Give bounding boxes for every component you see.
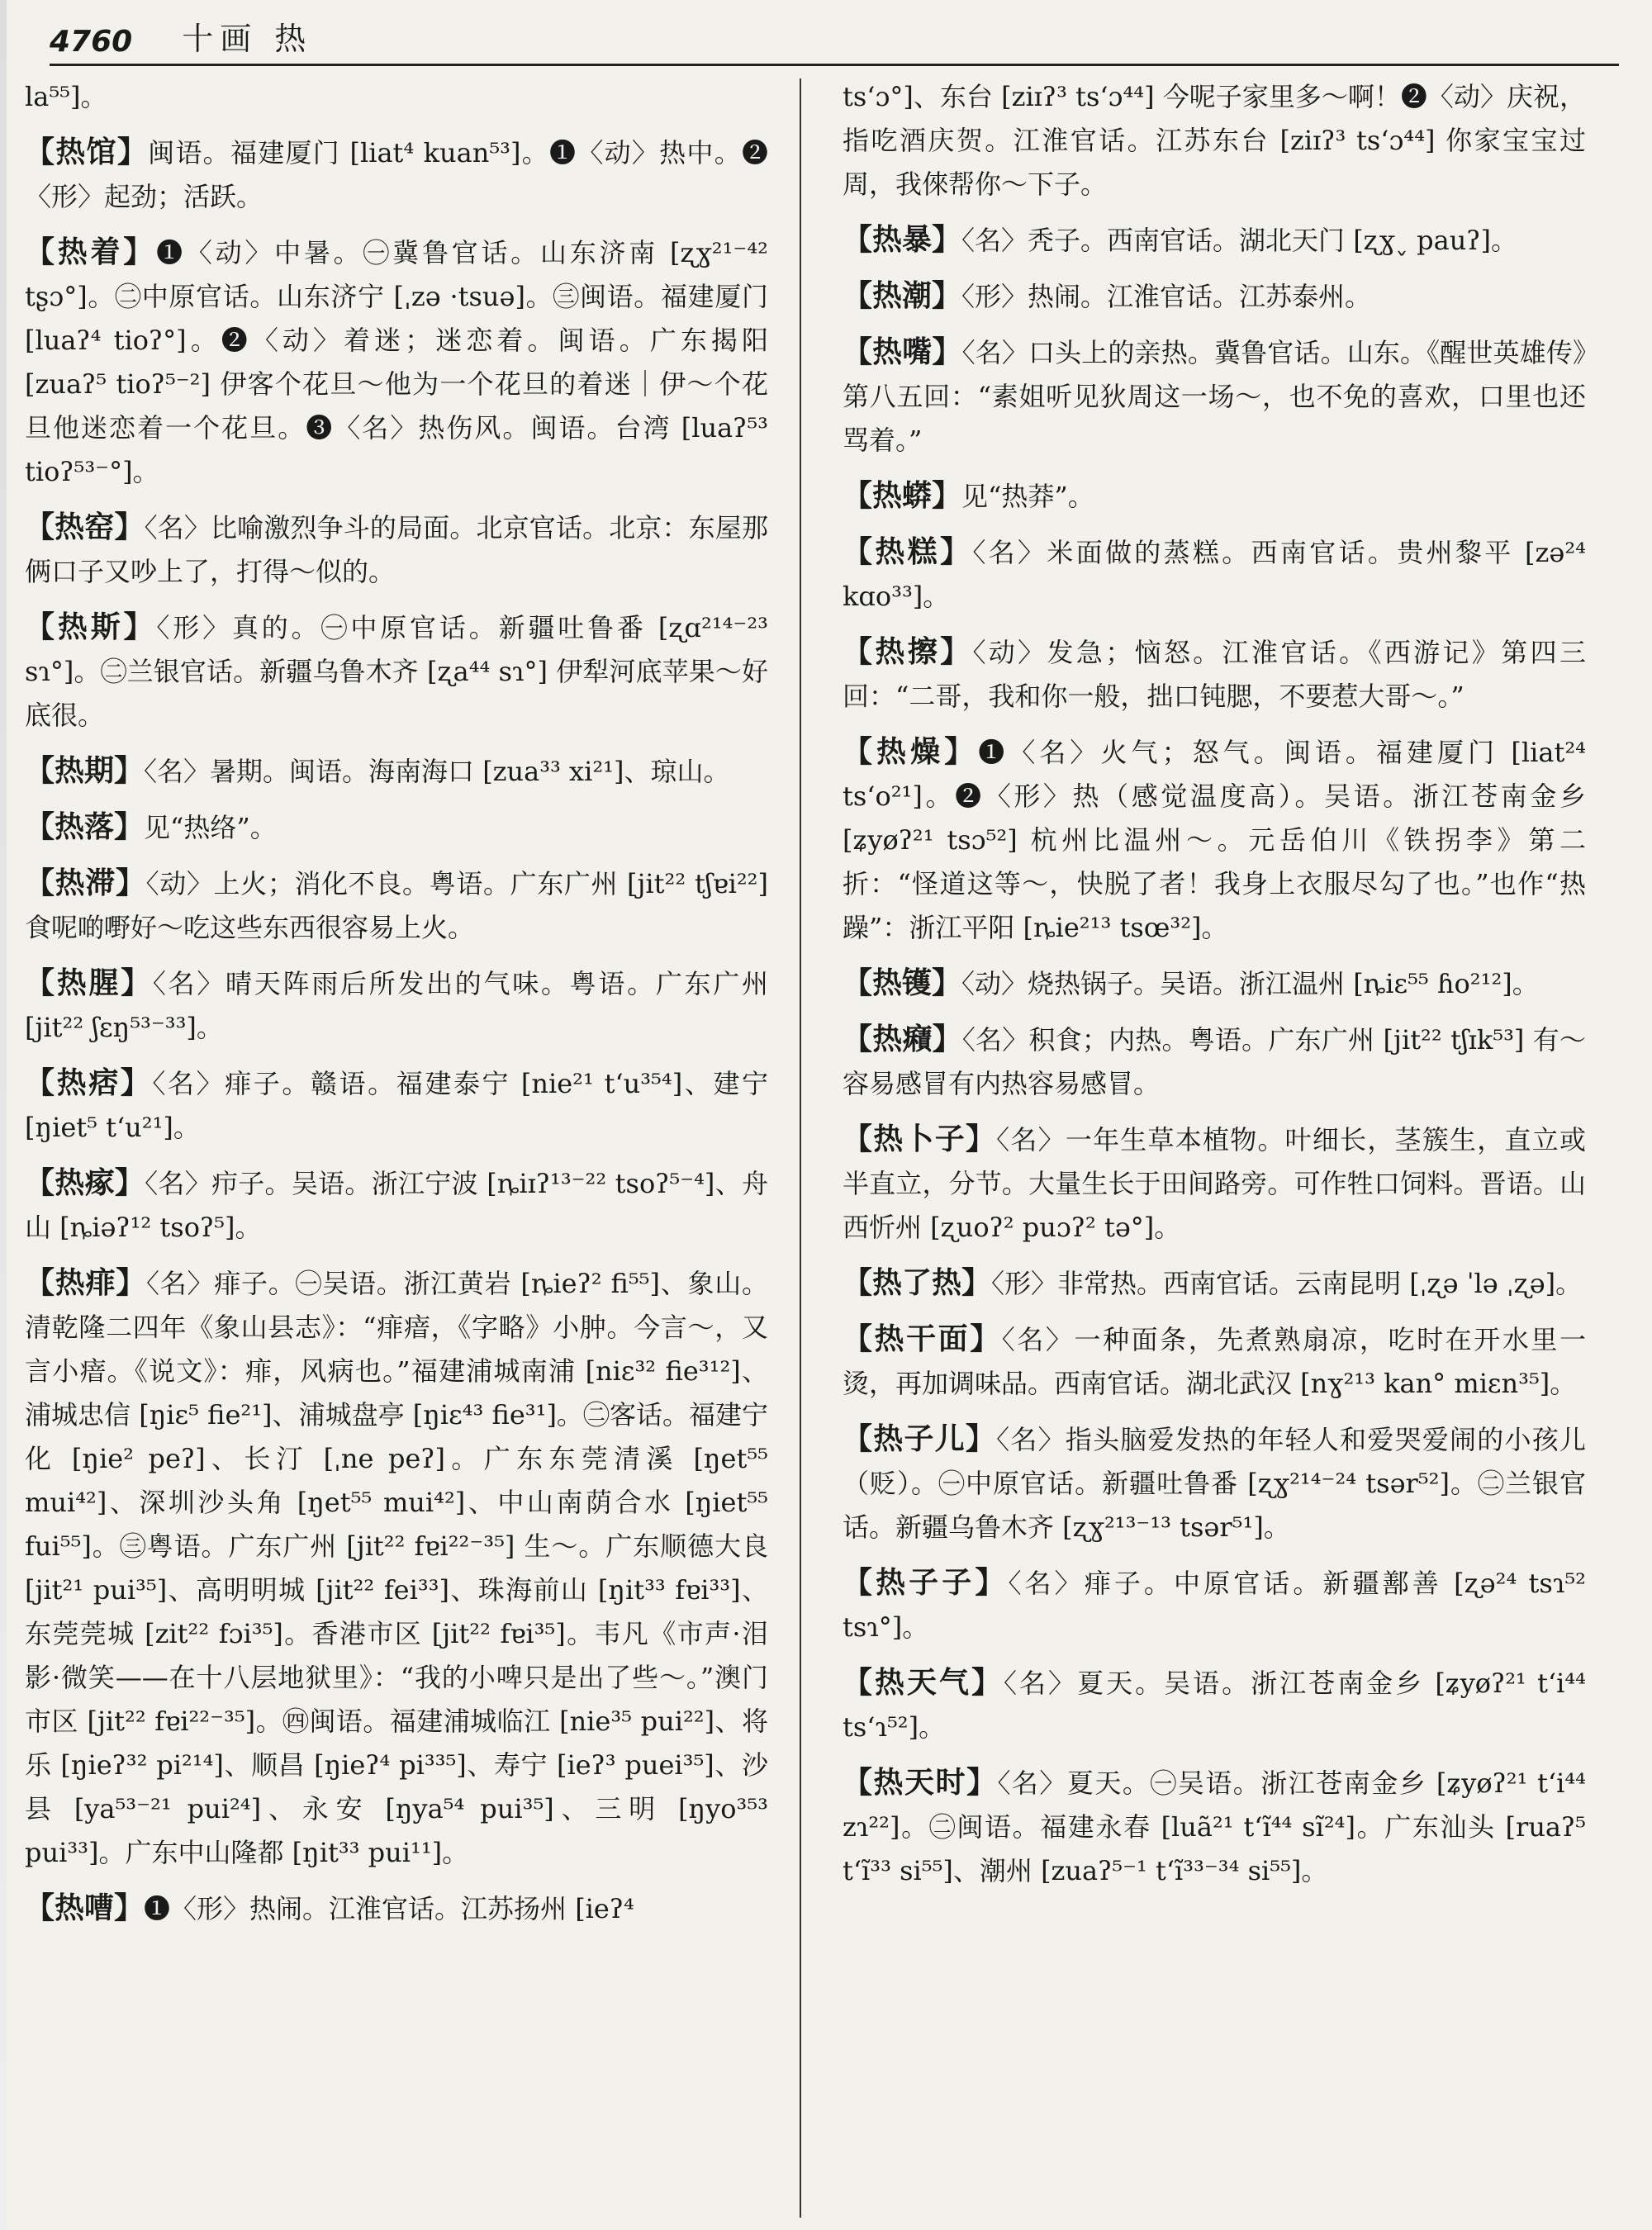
dictionary-entry <box>843 530 1586 619</box>
entry-definition: 〈名〉秃子。西南官话。湖北天门 [ʐɣ˯ pauʔ]。 <box>961 225 1517 256</box>
entry-definition: 〈名〉晴天阵雨后所发出的气味。粤语。广东广州 [jit²² ʃɛŋ⁵³⁻³³]。 <box>25 968 768 1043</box>
entry-headword: 【热馆】 <box>25 135 149 169</box>
dictionary-entry <box>843 1761 1586 1893</box>
entry-headword: 【热暴】 <box>843 222 962 257</box>
dictionary-entry <box>843 330 1586 463</box>
entry-headword: 【热期】 <box>25 753 145 788</box>
entry-headword: 【热瘃】 <box>25 1165 145 1200</box>
dictionary-entry <box>843 474 1586 519</box>
entry-headword: 【热卜子】 <box>843 1122 997 1156</box>
scan-edge <box>0 0 7 2230</box>
dictionary-entry <box>843 1117 1586 1250</box>
dictionary-entry <box>25 605 768 738</box>
entry-headword: 【热滞】 <box>25 866 146 900</box>
entry-definition: 〈名〉积食；内热。粤语。广东广州 [jit²² tʃɪk⁵³] 有～容易感冒有内热容易感冒。 <box>843 1024 1586 1099</box>
entry-definition: 〈名〉一年生草本植物。叶细长，茎簇生，直立或半直立，分节。大量生长于田间路旁。可作牲口饲料。晋语。山西忻州 [ʐuoʔ² puɔʔ² tə°]。 <box>843 1124 1586 1243</box>
entry-headword: 【热天时】 <box>843 1765 998 1800</box>
entry-definition: 〈形〉真的。㊀中原官话。新疆吐鲁番 [ʐɑ²¹⁴⁻²³ sɿ°]。㊁兰银官话。新疆乌鲁木齐 [ʐa⁴⁴ sɿ°] 伊犁河底苹果～好底很。 <box>25 612 768 731</box>
entry-definition: 〈名〉痱子。㊀吴语。浙江黄岩 [ȵieʔ² fi⁵⁵]、象山。清乾隆二四年《象山县志》：“痱瘖，《字略》小肿。今言～，又言小瘖。《说文》：痱，风病也。”福建浦城南浦 [niɛ³² fie³¹²]、浦城忠信 [ŋiɛ⁵ fie²¹]、浦城盘亭 [ŋiɛ⁴³ fie³¹]。㊁客话。福建宁化 [ŋie² peʔ]、长汀 [ˌne peʔ]。广东东莞清溪 [ŋet⁵⁵ mui⁴²]、深圳沙头角 [ŋet⁵⁵ mui⁴²]、中山南荫合水 [ŋiet⁵⁵ fui⁵⁵]。㊂粤语。广东广州 [jit²² fɐi²²⁻³⁵] 生～。广东顺德大良 [jit²¹ pui³⁵]、高明明城 [jit²² fei³³]、珠海前山 [ŋit³³ fɐi³³]、东莞莞城 [zit²² fɔi³⁵]。香港市区 [jit²² fɐi³⁵]。韦凡《市声·泪影·微笑——在十八层地狱里》：“我的小啤只是出了些～。”澳门市区 [jit²² fɐi²²⁻³⁵]。㊃闽语。福建浦城临江 [nie³⁵ pui²²]、将乐 [ŋieʔ³² pi²¹⁴]、顺昌 [ŋieʔ⁴ pi³³⁵]、寿宁 [ieʔ³ puei³⁵]、沙县 [ya⁵³⁻²¹ pui²⁴]、永安 [ŋya⁵⁴ pui³⁵]、三明 [ŋyo³⁵³ pui³³]。广东中山隆都 [ŋit³³ pui¹¹]。 <box>25 1268 768 1868</box>
dictionary-entry <box>843 1417 1586 1549</box>
dictionary-entry <box>843 74 1586 206</box>
entry-headword: 【热着】 <box>25 235 157 269</box>
dictionary-entry <box>843 730 1586 950</box>
entry-headword: 【热镬】 <box>843 966 962 1000</box>
dictionary-entry <box>843 1317 1586 1406</box>
entry-definition: ts‘ɔ°]、东台 [ziɪʔ³ ts‘ɔ⁴⁴] 今呢子家里多～啊！❷〈动〉庆祝，指吃酒庆贺。江淮官话。江苏东台 [ziɪʔ³ ts‘ɔ⁴⁴] 你家宝宝过周，我倈帮你～下子。 <box>843 81 1586 200</box>
entry-definition: 〈名〉米面做的蒸糕。西南官话。贵州黎平 [zə²⁴ kɑo³³]。 <box>843 537 1586 612</box>
page-number: 4760 <box>50 25 133 59</box>
dictionary-entry <box>25 961 768 1050</box>
dictionary-entry <box>25 1061 768 1150</box>
dictionary-entry <box>25 1261 768 1875</box>
entry-definition: 见“热莽”。 <box>961 481 1094 512</box>
entry-definition: 〈名〉痱子。赣语。福建泰宁 [nie²¹ t‘u³⁵⁴]、建宁 [ŋiet⁵ t‘u²¹]。 <box>25 1068 768 1143</box>
entry-headword: 【热天气】 <box>843 1665 1004 1700</box>
column-divider <box>800 78 801 2218</box>
dictionary-entry <box>843 1661 1586 1749</box>
entry-headword: 【热嘴】 <box>843 334 962 369</box>
entry-definition: 闽语。福建厦门 [liat⁴ kuan⁵³]。❶〈动〉热中。❷〈形〉起劲；活跃。 <box>25 137 768 212</box>
entry-headword: 【热子子】 <box>843 1565 1009 1600</box>
entry-headword: 【热斯】 <box>25 610 157 644</box>
page-header <box>50 17 1619 66</box>
page-heading: 十画 热 <box>182 21 313 57</box>
entry-headword: 【热落】 <box>25 809 145 844</box>
right-column <box>843 74 1586 2213</box>
dictionary-entry <box>843 218 1586 263</box>
dictionary-entry <box>25 505 768 594</box>
entry-headword: 【热了热】 <box>843 1265 992 1300</box>
entry-headword: 【热子儿】 <box>843 1421 997 1456</box>
entry-definition: ❶〈动〉中暑。㊀冀鲁官话。山东济南 [ʐɣ²¹⁻⁴² tʂɔ°]。㊁中原官话。山东济宁 [ˌzə ·tsuə]。㊂闽语。福建厦门 [luaʔ⁴ tioʔ°]。❷〈动〉着迷；迷恋着。闽语。广东揭阳 [zuaʔ⁵ tioʔ⁵⁻²] 伊客个花旦～他为一个花旦的着迷｜伊～个花旦他迷恋着一个花旦。❸〈名〉热伤风。闽语。台湾 [luaʔ⁵³ tioʔ⁵³⁻°]。 <box>25 237 768 487</box>
dictionary-entry <box>843 274 1586 319</box>
dictionary-entry <box>25 74 768 119</box>
entry-headword: 【热糕】 <box>843 534 973 569</box>
entry-definition: 〈名〉夏天。㊀吴语。浙江苍南金乡 [ʑyøʔ²¹ t‘i⁴⁴ zɿ²²]。㊁闽语。福建永春 [luã²¹ t‘ĩ⁴⁴ sĩ²⁴]。广东汕头 [ruaʔ⁵ t‘ĩ³³ si⁵⁵]、潮州 [zuaʔ⁵⁻¹ t‘ĩ³³⁻³⁴ si⁵⁵]。 <box>843 1767 1586 1886</box>
dictionary-entry <box>843 961 1586 1006</box>
entry-headword: 【热燥】 <box>843 734 979 769</box>
entry-definition: 〈动〉发急；恼怒。江淮官话。《西游记》第四三回：“二哥，我和你一般，拙口钝腮，不要惹大哥～。” <box>843 637 1586 712</box>
dictionary-entry <box>25 861 768 950</box>
entry-definition: 〈名〉暑期。闽语。海南海口 [zua³³ xi²¹]、琼山。 <box>144 756 730 787</box>
entry-headword: 【热潮】 <box>843 278 962 313</box>
entry-definition: 〈名〉痱子。中原官话。新疆鄯善 [ʐə²⁴ tsɿ⁵² tsɿ°]。 <box>843 1568 1586 1643</box>
dictionary-entry <box>25 749 768 794</box>
entry-headword: 【热擦】 <box>843 634 973 669</box>
dictionary-entry <box>25 1161 768 1250</box>
entry-definition: ❶〈名〉火气；怒气。闽语。福建厦门 [liat²⁴ ts‘o²¹]。❷〈形〉热（感觉温度高）。吴语。浙江苍南金乡 [ʑyøʔ²¹ tsɔ⁵²] 杭州比温州～。元岳伯川《铁拐李》第二折：“怪道这等～，快脱了者！我身上衣服尽勾了也。”也作“热躁”：浙江平阳 [ȵie²¹³ tsœ³²]。 <box>843 737 1586 943</box>
entry-headword: 【热蟒】 <box>843 478 962 513</box>
entry-headword: 【热嘈】 <box>25 1891 145 1925</box>
entry-definition: 〈形〉非常热。西南官话。云南昆明 [ˌʐə ˈlə ˌʐə]。 <box>991 1268 1583 1299</box>
entry-headword: 【热癪】 <box>843 1022 962 1056</box>
entry-definition: 〈形〉热闹。江淮官话。江苏泰州。 <box>961 281 1372 312</box>
entry-definition: 〈名〉夏天。吴语。浙江苍南金乡 [ʑyøʔ²¹ t‘i⁴⁴ ts‘ɿ⁵²]。 <box>843 1668 1586 1743</box>
dictionary-entry <box>843 1261 1586 1306</box>
entry-headword: 【热干面】 <box>843 1321 1002 1356</box>
entry-headword: 【热痞】 <box>25 1065 153 1100</box>
entry-headword: 【热痱】 <box>25 1265 146 1300</box>
dictionary-entry <box>25 805 768 850</box>
entry-headword: 【热腥】 <box>25 966 153 1000</box>
dictionary-entry <box>25 1886 768 1931</box>
dictionary-entry <box>25 230 768 494</box>
dictionary-entry <box>25 130 768 219</box>
entry-definition: 〈名〉疖子。吴语。浙江宁波 [ȵiɪʔ¹³⁻²² tsoʔ⁵⁻⁴]、舟山 [ȵiəʔ¹² tsoʔ⁵]。 <box>25 1168 768 1243</box>
dictionary-entry <box>843 630 1586 719</box>
entry-definition: 〈动〉上火；消化不良。粤语。广东广州 [jit²² tʃɐi²²] 食呢啲嘢好～吃这些东西很容易上火。 <box>25 868 768 943</box>
entry-definition: la⁵⁵]。 <box>25 81 107 112</box>
left-column <box>25 74 768 2213</box>
entry-definition: 〈名〉一种面条，先煮熟扇凉，吃时在开水里一烫，再加调味品。西南官话。湖北武汉 [nɣ²¹³ kan° miɛn³⁵]。 <box>843 1324 1586 1399</box>
dictionary-entry <box>843 1561 1586 1649</box>
entry-headword: 【热窑】 <box>25 510 145 544</box>
entry-definition: ❶〈形〉热闹。江淮官话。江苏扬州 [ieʔ⁴ <box>144 1893 634 1924</box>
entry-definition: 〈名〉指头脑爱发热的年轻人和爱哭爱闹的小孩儿（贬）。㊀中原官话。新疆吐鲁番 [ʐɣ²¹⁴⁻²⁴ tsər⁵²]。㊁兰银官话。新疆乌鲁木齐 [ʐɣ²¹³⁻¹³ tsər⁵¹]。 <box>843 1424 1586 1543</box>
dictionary-entry <box>843 1018 1586 1106</box>
entry-definition: 见“热络”。 <box>144 812 277 843</box>
entry-definition: 〈名〉口头上的亲热。冀鲁官话。山东。《醒世英雄传》第八五回：“素姐听见狄周这一场～，也不免的喜欢，口里也还骂着。” <box>843 337 1586 456</box>
entry-definition: 〈名〉比喻激烈争斗的局面。北京官话。北京：东屋那俩口子又吵上了，打得～似的。 <box>25 512 768 587</box>
entry-definition: 〈动〉烧热锅子。吴语。浙江温州 [ȵiɛ⁵⁵ ɦo²¹²]。 <box>961 968 1539 999</box>
